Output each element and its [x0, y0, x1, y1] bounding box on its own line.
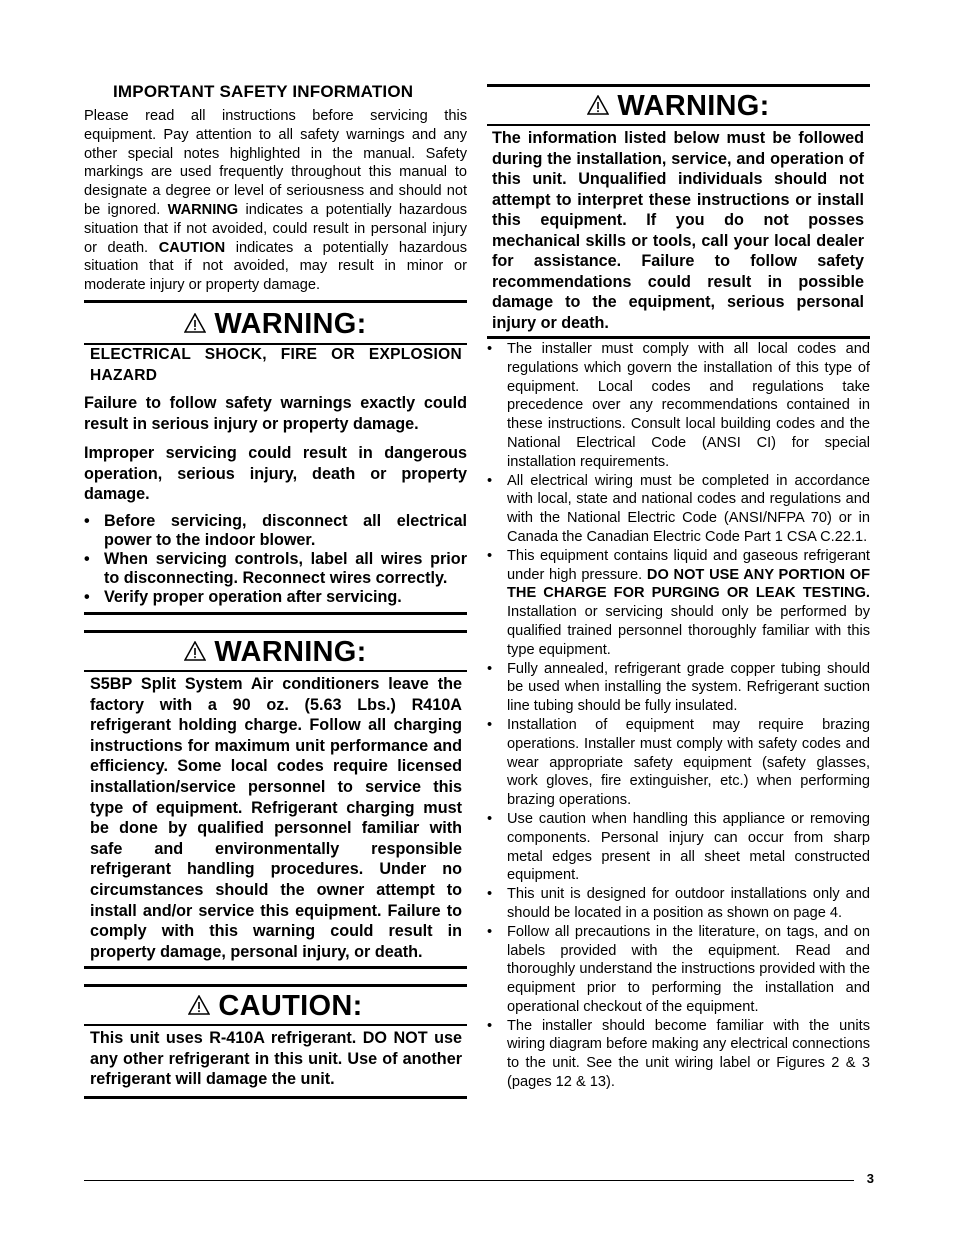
warning2-heading-rule — [84, 670, 467, 672]
list-item — [487, 660, 870, 716]
warning1-hazard: ELECTRICAL SHOCK, FIRE OR EXPLOSION HAZARD — [90, 346, 462, 384]
warning1-bullet-list — [84, 512, 467, 607]
caution-text: This unit uses R-410A refrigerant. DO NOT use any other refrigerant in this unit. Use of another refrigerant will damage the unit. — [90, 1029, 462, 1088]
bullet-glyph: • — [487, 660, 493, 677]
list-item-text: Before servicing, disconnect all electrical power to the indoor blower. — [104, 512, 467, 549]
warning1-banner — [84, 305, 467, 343]
right-warning-heading-rule — [487, 124, 870, 126]
list-item-text: Follow all precautions in the literature, on tags, and on labels provided with the equipment. Read and thoroughly understand the instructions provided with the equipment prior to performing the installation and operational checkout of the equipment. — [507, 923, 870, 1015]
right-warning-bottom-rule — [487, 336, 870, 339]
list-item — [487, 885, 870, 923]
intro-text: Please read all instructions before servicing this equipment. Pay attention to all safety warnings and any other special notes highlighted in the manual. Safety markings are used frequently throughout this manual to designate a degree or level of seriousness and should not be ignored. — [84, 108, 467, 218]
bullet-glyph: • — [487, 716, 493, 733]
warning1-heading: WARNING: — [214, 307, 367, 340]
list-item — [84, 550, 467, 588]
list-item-emphasis: DO NOT USE ANY PORTION OF THE CHARGE FOR PURGING OR LEAK TESTING. — [507, 566, 870, 602]
warning2-bottom-rule — [84, 966, 467, 969]
bullet-glyph: • — [487, 886, 493, 903]
caution-banner — [84, 988, 467, 1024]
warning2-top-rule — [84, 630, 467, 633]
intro-paragraph — [84, 107, 467, 295]
section-title: IMPORTANT SAFETY INFORMATION — [113, 82, 414, 101]
list-item — [487, 472, 870, 547]
list-item — [84, 512, 467, 550]
list-item — [487, 716, 870, 810]
bullet-glyph: • — [487, 547, 493, 564]
bullet-glyph: • — [487, 923, 493, 940]
list-item — [487, 810, 870, 885]
list-item — [487, 923, 870, 1017]
warning-definition: indicates a potentially hazardous situation that if not avoided, could result in personal injury or death. — [84, 201, 467, 256]
list-item-text: When servicing controls, label all wires prior to disconnecting. Reconnect wires correctly. — [104, 550, 467, 587]
warning1-paragraph-1: Failure to follow safety warnings exactly could result in serious injury or property damage. — [84, 394, 467, 433]
list-item — [487, 547, 870, 660]
page-number: 3 — [866, 1171, 874, 1186]
footer-rule — [84, 1180, 854, 1181]
caution-top-rule — [84, 984, 467, 987]
bullet-glyph: • — [487, 1017, 493, 1034]
warning-term: WARNING — [167, 201, 239, 218]
installation-bullet-list — [487, 340, 870, 1092]
list-item-text-continued: Installation or servicing should only be performed by qualified trained personnel thoroughly familiar with this type equipment. — [507, 604, 870, 658]
caution-term: CAUTION — [158, 239, 226, 256]
warning2-text: S5BP Split System Air conditioners leave the factory with a 90 oz. (5.63 Lbs.) R410A refrigerant holding charge. Follow all charging instructions for maximum unit performance and efficiency. Some local codes require licensed installation/service personnel to service this type of equipment. Refrigerant charging must be done by qualified personnel familiar with safe and environmentally responsible refrigerant handling procedures. Under no circumstances should the owner attempt to install and/or service this equipment. Failure to comply with this warning could result in property damage, personal injury, or death. — [90, 675, 462, 961]
right-warning-text: The information listed below must be followed during the installation, service, and operation of this unit. Unqualified individuals should not attempt to interpret these instructions or install this equipment. If you do not posses mechanical skills or tools, call your local dealer for assistance. Failure to follow safety recommendations could result in possible damage to the equipment, serious personal injury or death. — [492, 129, 864, 332]
list-item-text: Verify proper operation after servicing. — [104, 588, 402, 606]
warning1-top-rule — [84, 300, 467, 303]
warning1-bottom-rule — [84, 612, 467, 615]
bullet-glyph: • — [84, 588, 90, 606]
warning-triangle-icon — [587, 95, 609, 115]
bullet-glyph: • — [487, 810, 493, 827]
warning-triangle-icon — [188, 995, 210, 1015]
warning-triangle-icon — [184, 641, 206, 661]
list-item-text: The installer should become familiar with the units wiring diagram before making any electrical connections to the unit. See the unit wiring label or Figures 2 & 3 (pages 12 & 13). — [507, 1017, 870, 1091]
warning-triangle-icon — [184, 313, 206, 333]
list-item-text: This unit is designed for outdoor installations only and should be located in a position as shown on page 4. — [507, 886, 870, 921]
list-item — [487, 1017, 870, 1092]
list-item-text: Use caution when handling this appliance or removing components. Personal injury can occur from sharp metal edges present in all sheet metal constructed equipment. — [507, 810, 870, 884]
list-item — [84, 588, 467, 607]
bullet-glyph: • — [487, 472, 493, 489]
list-item-text: This equipment contains liquid and gaseous refrigerant under high pressure. — [507, 547, 870, 583]
bullet-glyph: • — [84, 550, 90, 568]
warning2-heading: WARNING: — [214, 635, 367, 668]
right-warning-banner — [487, 88, 870, 124]
warning1-paragraph-2: Improper servicing could result in dangerous operation, serious injury, death or property damage. — [84, 444, 467, 503]
list-item-text: Fully annealed, refrigerant grade copper tubing should be used when installing the system. Refrigerant suction line tubing should be fully insulated. — [507, 660, 870, 715]
right-warning-heading: WARNING: — [617, 89, 770, 122]
caution-definition: indicates a potentially hazardous situation that if not avoided, may result in minor or moderate injury or property damage. — [84, 239, 467, 294]
bullet-glyph: • — [487, 341, 493, 357]
list-item — [487, 340, 870, 472]
warning2-banner — [84, 634, 467, 670]
list-item-text: All electrical wiring must be completed in accordance with local, state and national codes and regulations and with the National Electric Code (ANSI/NFPA 70) or in Canada the Canadian Electric Code Part 1 CSA C.22.1. — [507, 472, 870, 545]
list-item-text: The installer must comply with all local codes and regulations which govern the installation of this type of equipment. Local codes and regulations take precedence over any recommendations contained in these instructions. Consult local building codes and the National Electrical Code (ANSI CI) for special installation requirements. — [507, 341, 870, 470]
bullet-glyph: • — [84, 512, 90, 530]
caution-bottom-rule — [84, 1096, 467, 1099]
caution-heading: CAUTION: — [218, 989, 363, 1022]
caution-heading-rule — [84, 1024, 467, 1026]
list-item-text: Installation of equipment may require brazing operations. Installer must comply with safety codes and wear appropriate safety equipment (safety glasses, work gloves, fire extinguisher, etc.) when performing brazing operations. — [507, 716, 870, 809]
right-warning-top-rule — [487, 84, 870, 87]
